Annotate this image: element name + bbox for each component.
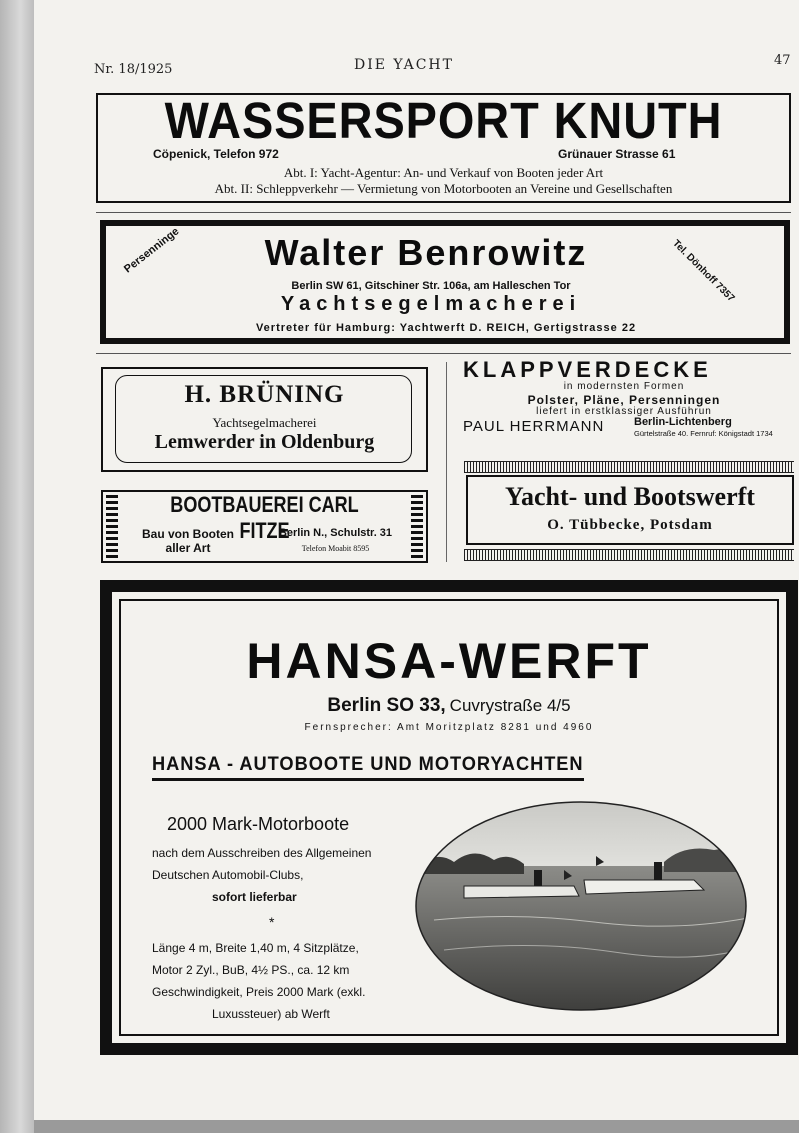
divider <box>96 212 791 213</box>
bruning-name: H. BRÜNING <box>184 381 345 408</box>
fitze-services <box>123 527 253 555</box>
knuth-location: Cöpenick, Telefon 972 <box>153 147 279 161</box>
hansa-offer: 2000 Mark-Motorboote <box>167 814 350 834</box>
ad-h-bruning <box>101 367 428 472</box>
knuth-dept-2: Abt. II: Schleppverkehr — Vermietung von Motorbooten an Vereine und Gesellschaften <box>214 181 673 196</box>
fitze-address: Berlin N., Schulstr. 31 <box>278 527 393 539</box>
ad-wassersport-knuth <box>96 93 791 203</box>
klapp-city: Berlin-Lichtenberg <box>634 416 732 428</box>
fitze-ornament-right <box>411 495 423 558</box>
benrowitz-name: Walter Benrowitz <box>264 232 588 273</box>
knuth-street: Grünauer Strasse 61 <box>558 147 676 161</box>
hatched-rule <box>464 549 794 561</box>
hansa-tagline: HANSA - AUTOBOOTE UND MOTORYACHTEN <box>152 754 584 781</box>
hansa-name: HANSA-WERFT <box>246 633 652 689</box>
hatched-rule <box>464 461 794 473</box>
page-number: 47 <box>774 53 791 68</box>
ad-carl-fitze <box>101 490 428 563</box>
issue-number: Nr. 18/1925 <box>94 62 173 77</box>
benrowitz-address: Berlin SW 61, Gitschiner Str. 106a, am Halleschen Tor <box>291 280 571 292</box>
ad-walter-benrowitz <box>100 220 790 344</box>
knuth-dept-1: Abt. I: Yacht-Agentur: An- und Verkauf von Booten jeder Art <box>283 165 604 180</box>
bruning-place: Lemwerder in Oldenburg <box>154 431 375 453</box>
ad-klappverdecke <box>459 357 795 442</box>
klapp-contact: Gürtelstraße 40. Fernruf: Königstadt 1734 <box>634 429 773 438</box>
tubbecke-owner: O. Tübbecke, Potsdam <box>547 517 713 533</box>
benrowitz-telephone: Tel. Dönhoff 7357 <box>670 238 737 305</box>
boat-left-pilot <box>534 870 542 886</box>
motorboats-photo <box>414 800 748 1012</box>
bruning-trade: Yachtsegelmacherei <box>212 415 317 430</box>
knuth-name: WASSERSPORT KNUTH <box>164 92 723 149</box>
hansa-street: Cuvrystraße 4/5 <box>449 696 571 715</box>
magazine-page <box>34 0 799 1120</box>
hansa-address <box>112 695 786 717</box>
benrowitz-trade: Yachtsegelmacherei <box>280 293 582 315</box>
hansa-city: Berlin SO 33, <box>327 695 446 716</box>
hansa-spec-2: Motor 2 Zyl., BuB, 4½ PS., ca. 12 km <box>152 963 350 977</box>
fitze-service-2: aller Art <box>165 541 211 555</box>
column-divider <box>446 362 447 562</box>
fitze-ornament-left <box>106 495 118 558</box>
klapp-title: KLAPPVERDECKE <box>463 357 712 382</box>
hansa-asterisk: * <box>269 914 275 930</box>
klapp-company: PAUL HERRMANN <box>463 418 605 435</box>
tubbecke-title: Yacht- und Bootswerft <box>505 482 755 511</box>
hansa-availability: sofort lieferbar <box>212 890 297 904</box>
hansa-desc-1: nach dem Ausschreiben des Allgemeinen <box>152 846 372 860</box>
klapp-line-3: liefert in erstklassiger Ausführun <box>536 406 712 417</box>
hansa-spec-1: Länge 4 m, Breite 1,40 m, 4 Sitzplätze, <box>152 941 359 955</box>
fitze-service-1: Bau von Booten <box>142 527 234 541</box>
klapp-line-1: in modernsten Formen <box>563 381 685 392</box>
hansa-phone: Fernsprecher: Amt Moritzplatz 8281 und 4960 <box>304 722 594 733</box>
benrowitz-persenninge: Persenninge <box>122 225 182 276</box>
hansa-spec-3: Geschwindigkeit, Preis 2000 Mark (exkl. <box>152 985 366 999</box>
ad-hansa-werft <box>100 580 798 1055</box>
boat-right-pilot <box>654 862 662 880</box>
boat-left <box>464 886 579 898</box>
page-gutter <box>0 0 34 1133</box>
fitze-name: BOOTBAUEREI CARL FITZE <box>170 492 359 543</box>
hansa-desc-2: Deutschen Automobil-Clubs, <box>152 868 304 882</box>
hansa-spec-4: Luxussteuer) ab Werft <box>212 1007 330 1021</box>
ad-tubbecke <box>466 475 794 545</box>
divider <box>96 353 791 354</box>
klapp-line-2: Polster, Pläne, Persenningen <box>527 393 721 407</box>
fitze-phone: Telefon Moabit 8595 <box>301 544 370 553</box>
magazine-title: DIE YACHT <box>354 57 454 73</box>
benrowitz-agent: Vertreter für Hamburg: Yachtwerft D. REICH, Gertigstrasse 22 <box>255 322 637 334</box>
